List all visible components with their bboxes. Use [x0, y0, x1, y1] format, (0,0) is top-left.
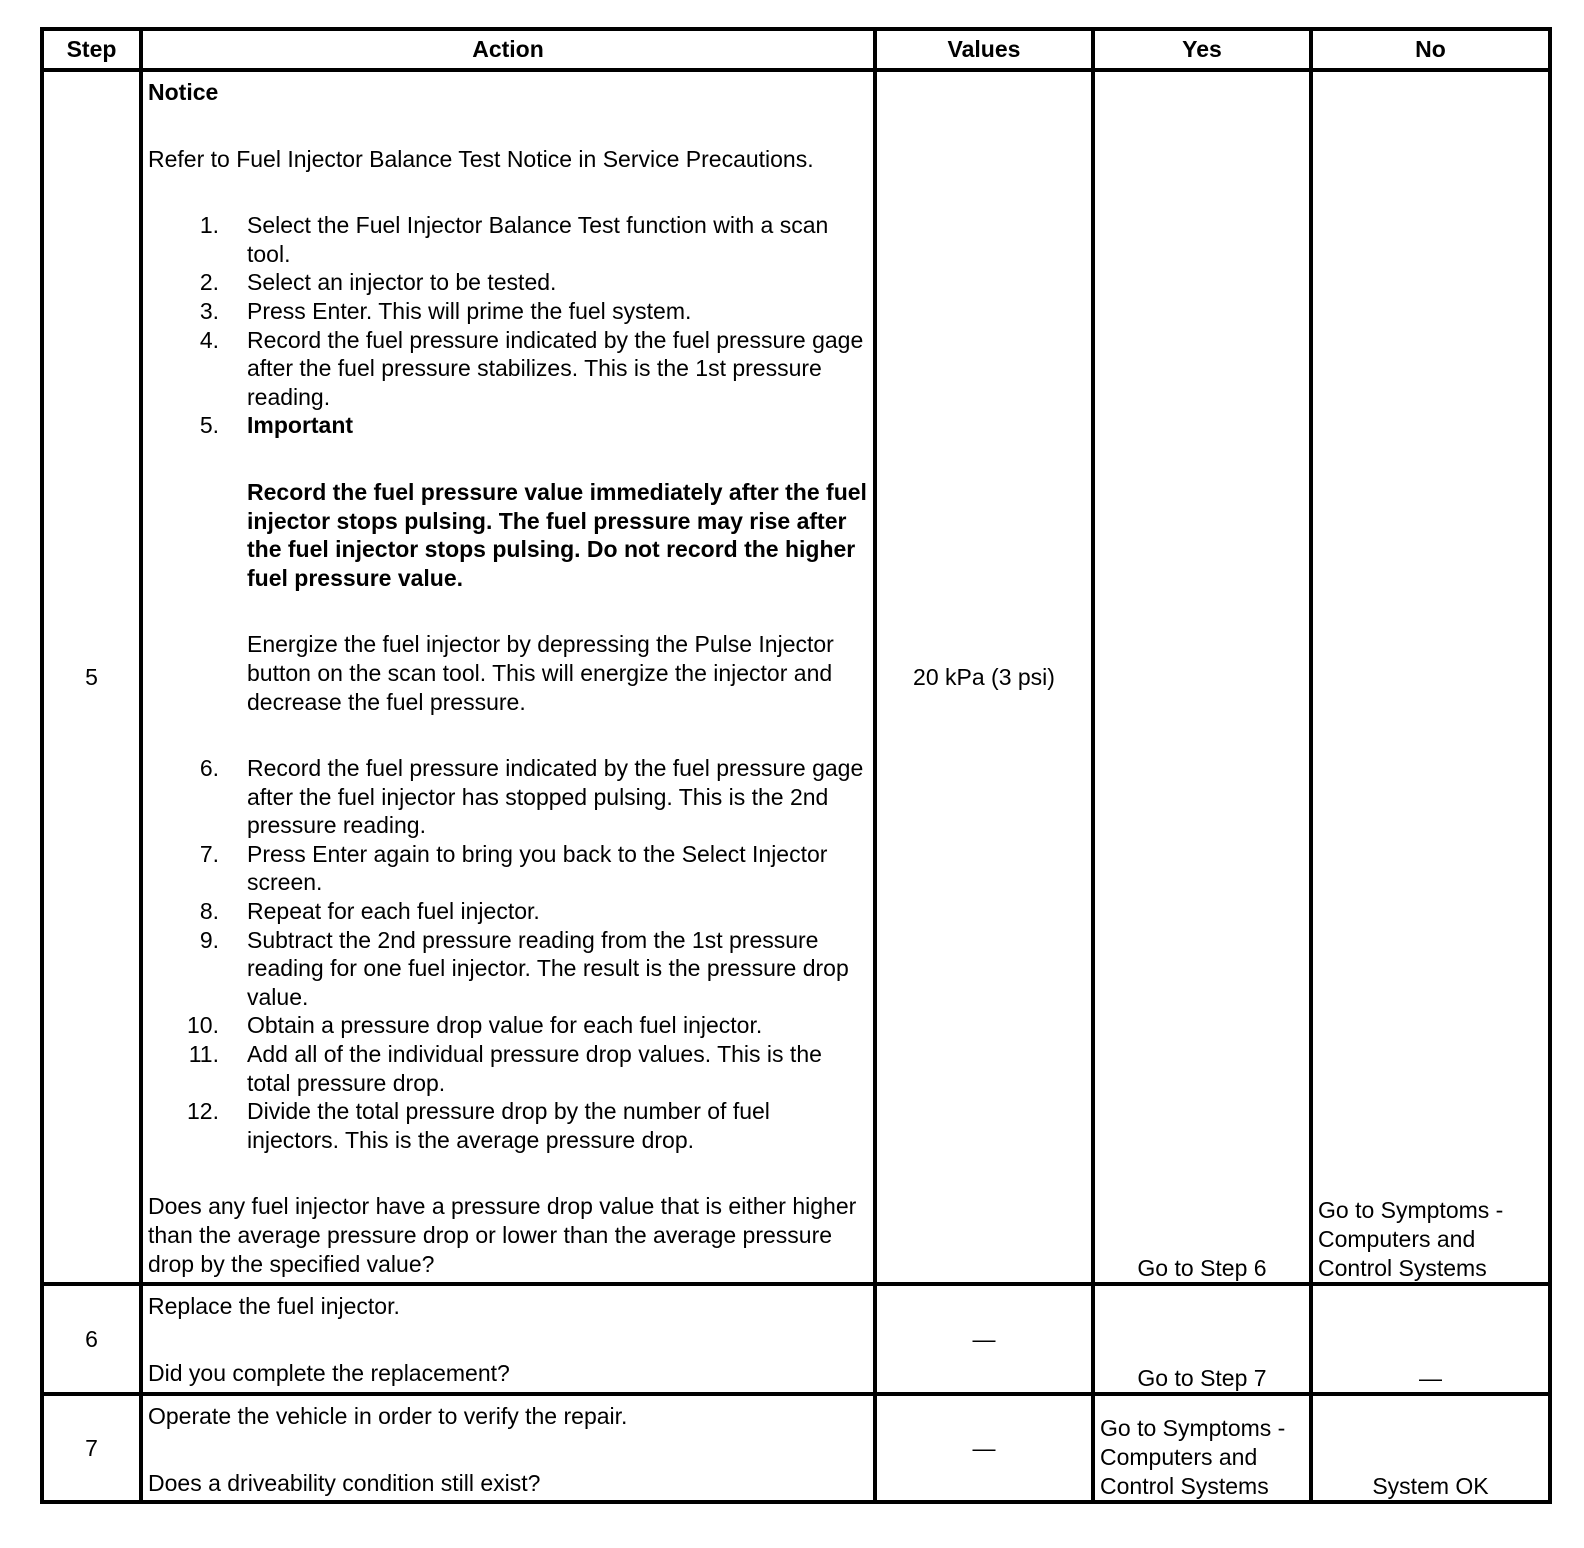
list-item: 5. Important Record the fuel pressure value immediately after the fuel injector stops pulsing. The fuel pressure may rise after the fuel injector stops pulsing. Do not record the higher fuel pressure value. Energize the fuel injector by depressing the Pulse Injector button on the scan tool. This will energize the injector and decrease the fuel pressure. — [199, 412, 867, 715]
header-row — [42, 29, 1550, 70]
list-item: 8. Repeat for each fuel injector. — [199, 898, 540, 925]
important-title: Important — [247, 412, 354, 439]
list-item: 3. Press Enter. This will prime the fuel system. — [199, 297, 692, 324]
question-text: Does a driveability condition still exist? — [148, 1469, 541, 1496]
list-item: 7. Press Enter again to bring you back to the Select Injector screen. — [199, 840, 828, 896]
header-values: Values — [875, 29, 1093, 70]
list-item: 6. Record the fuel pressure indicated by the fuel pressure gage after the fuel injector has stopped pulsing. This is the 2nd pressure reading. — [199, 755, 864, 839]
table-row-step-7 — [42, 1394, 1550, 1502]
notice-text: Refer to Fuel Injector Balance Test Notice in Service Precautions. — [148, 145, 814, 172]
values-cell: 20 kPa (3 psi) — [875, 70, 1093, 1284]
energize-text: Energize the fuel injector by depressing the Pulse Injector button on the scan tool. This will energize the injector and decrease the fuel pressure. — [247, 631, 834, 715]
list-item: 11. Add all of the individual pressure drop values. This is the total pressure drop. — [188, 1041, 822, 1096]
question-text: Does any fuel injector have a pressure drop value that is either higher than the average pressure drop or lower than the average pressure drop by the specified value? — [148, 1193, 857, 1277]
list-item: 1. Select the Fuel Injector Balance Test function with a scan tool. — [199, 212, 829, 267]
values-cell: — — [875, 1284, 1093, 1394]
table-row-step-6 — [42, 1284, 1550, 1394]
yes-cell: Go to Step 7 — [1093, 1284, 1311, 1394]
procedure-list — [148, 211, 868, 1154]
values-cell: — — [875, 1394, 1093, 1502]
header-yes: Yes — [1093, 29, 1311, 70]
step-number: 5 — [42, 70, 141, 1284]
table-row-step-5 — [42, 70, 1550, 1284]
list-item: 9. Subtract the 2nd pressure reading from the 1st pressure reading for one fuel injector. The result is the pressure drop value. — [199, 926, 849, 1010]
no-cell: — — [1311, 1284, 1550, 1394]
important-text: Record the fuel pressure value immediately after the fuel injector stops pulsing. The fuel pressure may rise after the fuel injector stops pulsing. Do not record the higher fuel pressure value. — [247, 478, 867, 591]
action-cell — [141, 70, 875, 1284]
header-action: Action — [141, 29, 875, 70]
list-item: 12. Divide the total pressure drop by the number of fuel injectors. This is the average pressure drop. — [187, 1098, 770, 1153]
notice-title: Notice — [148, 79, 219, 105]
diagnostic-table — [40, 27, 1552, 1504]
action-cell — [141, 1284, 875, 1394]
header-step: Step — [42, 29, 141, 70]
list-item: 10. Obtain a pressure drop value for each fuel injector. — [187, 1012, 763, 1039]
question-text: Did you complete the replacement? — [148, 1359, 510, 1386]
no-cell: Go to Symptoms - Computers and Control Systems — [1311, 70, 1550, 1284]
list-item: 2. Select an injector to be tested. — [199, 269, 557, 296]
step-number: 7 — [42, 1394, 141, 1502]
action-text: Replace the fuel injector. — [148, 1293, 400, 1320]
step-number: 6 — [42, 1284, 141, 1394]
yes-cell: Go to Step 6 — [1093, 70, 1311, 1284]
action-cell — [141, 1394, 875, 1502]
header-no: No — [1311, 29, 1550, 70]
no-cell: System OK — [1311, 1394, 1550, 1502]
list-item: 4. Record the fuel pressure indicated by the fuel pressure gage after the fuel pressure stabilizes. This is the 1st pressure reading. — [199, 326, 864, 410]
yes-cell: Go to Symptoms - Computers and Control Systems — [1093, 1394, 1311, 1502]
action-text: Operate the vehicle in order to verify the repair. — [148, 1403, 628, 1430]
